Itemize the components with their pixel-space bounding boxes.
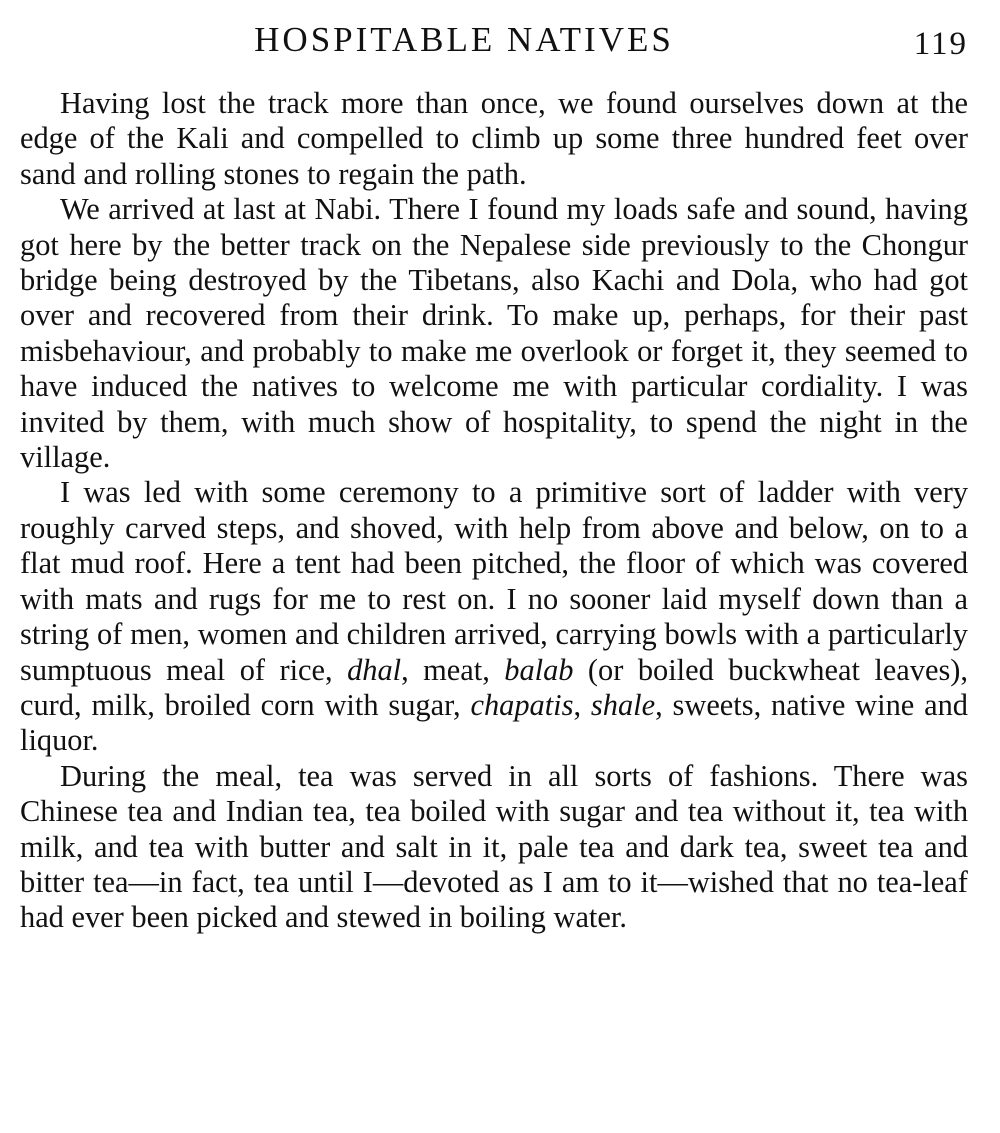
italic-term: chapatis <box>470 687 574 722</box>
paragraph: During the meal, tea was served in all sorts of fashions. There was Chinese tea and Indian tea, tea boiled with sugar and tea without it, tea with milk, and tea with butter and salt in it, pale tea and dark tea, sweet tea and bitter tea—in fact, tea until I—devoted as I am to it—wished that no tea-leaf had ever been picked and stewed in boiling water. <box>20 758 969 935</box>
paragraph: We arrived at last at Nabi. There I found my loads safe and sound, having got here by the better track on the Nepalese side previously to the Chongur bridge being destroyed by the Tibetans, also Kachi and Dola, who had got over and recovered from their drink. To make up, perhaps, for their past misbehaviour, and probably to make me overlook or forget it, they seemed to have induced the natives to welcome me with particular cordiality. I was invited by them, with much show of hospitality, to spend the night in the village. <box>20 192 969 475</box>
page-number: 119 <box>913 26 968 62</box>
book-page <box>20 16 968 1121</box>
running-head <box>20 16 968 72</box>
paragraph: Having lost the track more than once, we found ourselves down at the edge of the Kali and compelled to climb up some three hundred feet over sand and rolling stones to regain the path. <box>20 86 969 191</box>
italic-term: dhal <box>347 652 402 687</box>
running-title: HOSPITABLE NATIVES <box>254 20 674 59</box>
body-text <box>20 86 968 936</box>
paragraph: I was led with some ceremony to a primitive sort of ladder with very roughly carved steps, and shoved, with help from above and below, on to a flat mud roof. Here a tent had been pitched, the floor of which was covered with mats and rugs for me to rest on. I no sooner laid myself down than a string of men, women and children arrived, carrying bowls with a particularly sumptuous meal of rice, dhal, meat, balab (or boiled buckwheat leaves), curd, milk, broiled corn with sugar, chapatis, shale, sweets, native wine and liquor. <box>20 475 969 758</box>
italic-term: balab <box>504 652 574 687</box>
italic-term: shale <box>590 687 656 722</box>
